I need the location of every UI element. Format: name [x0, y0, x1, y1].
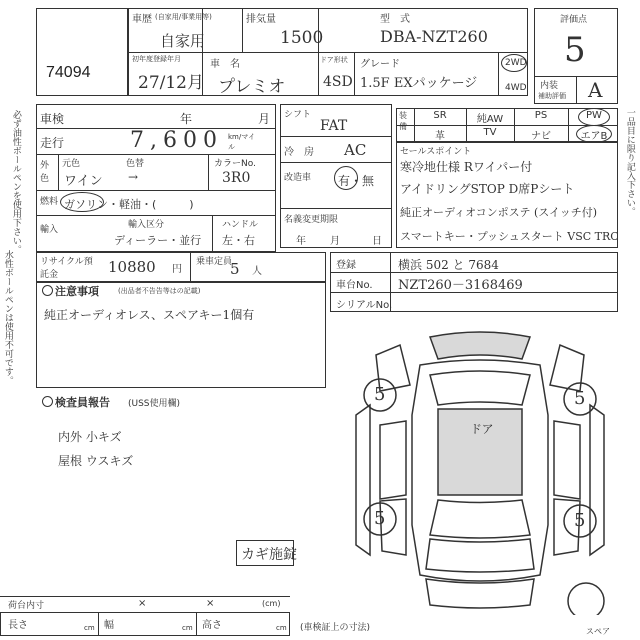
- doors: 4SD: [323, 74, 353, 90]
- displacement-label: 排気量: [246, 14, 276, 25]
- title-change-label: 名義変更期限: [284, 215, 339, 225]
- lot-number-box: [36, 8, 128, 96]
- color-no-label: カラーNo.: [214, 159, 256, 169]
- title-year: 年: [296, 236, 306, 247]
- sales-points-label: セールスポイント: [400, 147, 472, 157]
- chassis-value: NZT260－3168469: [398, 278, 523, 293]
- doors-label: ドア形状: [320, 56, 348, 64]
- sales-line-4: スマートキー・プッシュスタート VSC TRC: [400, 230, 619, 243]
- model: DBA-NZT260: [380, 27, 488, 46]
- interior-sub: 補助評価: [538, 92, 566, 100]
- model-label: 型 式: [380, 14, 410, 25]
- first-reg-label: 初年度登録年月: [132, 55, 181, 63]
- roof-note: ドア: [470, 422, 494, 436]
- equip-pw: PW: [586, 110, 602, 121]
- color-change: →: [128, 170, 139, 184]
- interior-label: 内装: [540, 81, 559, 91]
- inspector-title: 検査員報告: [55, 396, 110, 409]
- notes-circle-icon: [42, 285, 53, 296]
- name-label: 車 名: [210, 59, 240, 70]
- length-label: 長さ: [8, 620, 28, 631]
- inspector-circle-icon: [42, 396, 53, 407]
- cargo-cm: (cm): [262, 599, 281, 608]
- pw-circle: [578, 108, 610, 126]
- year-label: 年: [180, 112, 193, 126]
- notes-title-sub: (出品者不告告等はの記載): [118, 287, 201, 295]
- mod-value: 有・無: [338, 174, 375, 188]
- sales-line-1: 寒冷地仕様 Rワイパー付: [400, 160, 533, 174]
- notes-title: 注意事項: [55, 285, 99, 298]
- width-label: 幅: [104, 620, 114, 631]
- key-stamp-text: カギ施錠: [241, 547, 297, 563]
- ac-value: AC: [344, 141, 367, 159]
- capacity: 5: [230, 260, 240, 278]
- car-diagram: [340, 325, 620, 615]
- month-label: 月: [258, 112, 271, 126]
- equip-airbag: エアB: [580, 131, 608, 142]
- drive-2wd: 2WD: [505, 58, 527, 68]
- km-unit: km/マイル: [228, 133, 256, 151]
- mileage-label: 走行: [40, 136, 65, 150]
- serial-label: シリアルNo.: [336, 300, 393, 311]
- original-color-label: 元色: [62, 159, 81, 169]
- equip-leather: 革: [435, 131, 445, 142]
- spare-label: スペア: [586, 627, 610, 636]
- color-no: 3R0: [222, 170, 251, 186]
- airbag-circle: [576, 125, 612, 143]
- cargo-x2: ×: [206, 598, 215, 609]
- capacity-unit: 人: [252, 266, 262, 277]
- equipment-side-label: 装備: [399, 111, 407, 131]
- title-day: 日: [372, 236, 382, 247]
- grade: 1.5F EXパッケージ: [360, 76, 478, 91]
- capacity-label: 乗車定員: [196, 257, 233, 267]
- cargo-dimensions-box: [0, 612, 290, 636]
- title-month: 月: [330, 236, 340, 247]
- inspector-line-1: 内外 小キズ: [58, 430, 122, 444]
- equip-sr: SR: [433, 110, 447, 121]
- fuel-value: ガソリン・軽油・( ): [64, 198, 194, 211]
- height-label: 高さ: [202, 620, 222, 631]
- shaken-label: 車検: [40, 112, 65, 126]
- right-side-note: 一品目に限り記入下さい。: [624, 108, 635, 216]
- inspector-title-sub: (USS使用欄): [128, 399, 181, 409]
- first-reg: 27/12月: [138, 73, 204, 93]
- ac-label: 冷 房: [284, 147, 314, 158]
- score-label: 評価点: [560, 15, 588, 25]
- drive-2wd-circle: [501, 54, 527, 72]
- lot-number: 74094: [46, 64, 91, 81]
- left-side-note-1: 必ず油性ボールペンを使用下さい。: [10, 110, 21, 254]
- import-label: 輸入: [40, 225, 59, 235]
- mileage: 7,600: [130, 128, 223, 153]
- color-change-label: 色替: [126, 159, 145, 169]
- tire-score-front-left: 5: [374, 384, 386, 405]
- shift-label: シフト: [284, 110, 312, 120]
- fuel-label: 燃料: [40, 197, 59, 207]
- mod-label: 改造車: [284, 173, 312, 183]
- color-label-outer: 外色: [40, 161, 50, 184]
- tire-score-front-right: 5: [574, 388, 586, 409]
- drive-4wd: 4WD: [505, 83, 527, 93]
- recycle-amount: 10880: [108, 258, 156, 276]
- import-type-label: 輸入区分: [128, 220, 165, 230]
- plate-label: 登録: [336, 260, 356, 271]
- equip-navi: ナビ: [531, 131, 551, 142]
- equip-ps: PS: [534, 110, 548, 121]
- grade-label: グレード: [360, 59, 400, 70]
- sales-line-2: アイドリングSTOP D席Pシート: [400, 182, 575, 196]
- import-value: ディーラー・並行: [114, 234, 202, 247]
- tire-score-rear-left: 5: [374, 508, 386, 529]
- fuel-gasoline-circle: [60, 192, 104, 212]
- handle-value: 左・右: [222, 234, 255, 247]
- car-history-sub: (自家用/事業用等): [155, 13, 212, 21]
- interior-value: A: [588, 78, 603, 102]
- equip-tv: TV: [483, 127, 497, 138]
- notes-text: 純正オーディオレス、スペアキー1個有: [44, 308, 255, 322]
- handle-label: ハンドル: [222, 220, 259, 230]
- cargo-x1: ×: [138, 598, 147, 609]
- score-value: 5: [564, 30, 586, 70]
- car-name: プレミオ: [218, 77, 286, 97]
- tire-score-rear-right: 5: [574, 510, 586, 531]
- mod-no-circle: [334, 166, 358, 190]
- height-cm: cm: [276, 624, 287, 632]
- equip-aw: 純AW: [476, 114, 504, 125]
- left-side-note-2: 水性ボールペンは使用不可です。: [2, 250, 13, 385]
- recycle-unit: 円: [172, 264, 182, 275]
- original-color: ワイン: [64, 174, 103, 189]
- size-note: (車検証上の寸法): [300, 623, 371, 633]
- cargo-label: 荷台内寸: [8, 601, 45, 611]
- car-history: 自家用: [160, 32, 206, 50]
- car-history-label: 車歴: [132, 14, 152, 25]
- sales-line-3: 純正オーディオコンポステ (スイッチ付): [400, 206, 598, 219]
- plate-value: 横浜 502 と 7684: [398, 258, 499, 272]
- width-cm: cm: [182, 624, 193, 632]
- inspector-line-2: 屋根 ウスキズ: [58, 454, 134, 468]
- length-cm: cm: [84, 624, 95, 632]
- shift-value: FAT: [320, 118, 348, 134]
- displacement: 1500: [280, 28, 324, 48]
- chassis-label: 車台No.: [336, 280, 373, 291]
- recycle-label: リサイクル預託金: [40, 257, 93, 280]
